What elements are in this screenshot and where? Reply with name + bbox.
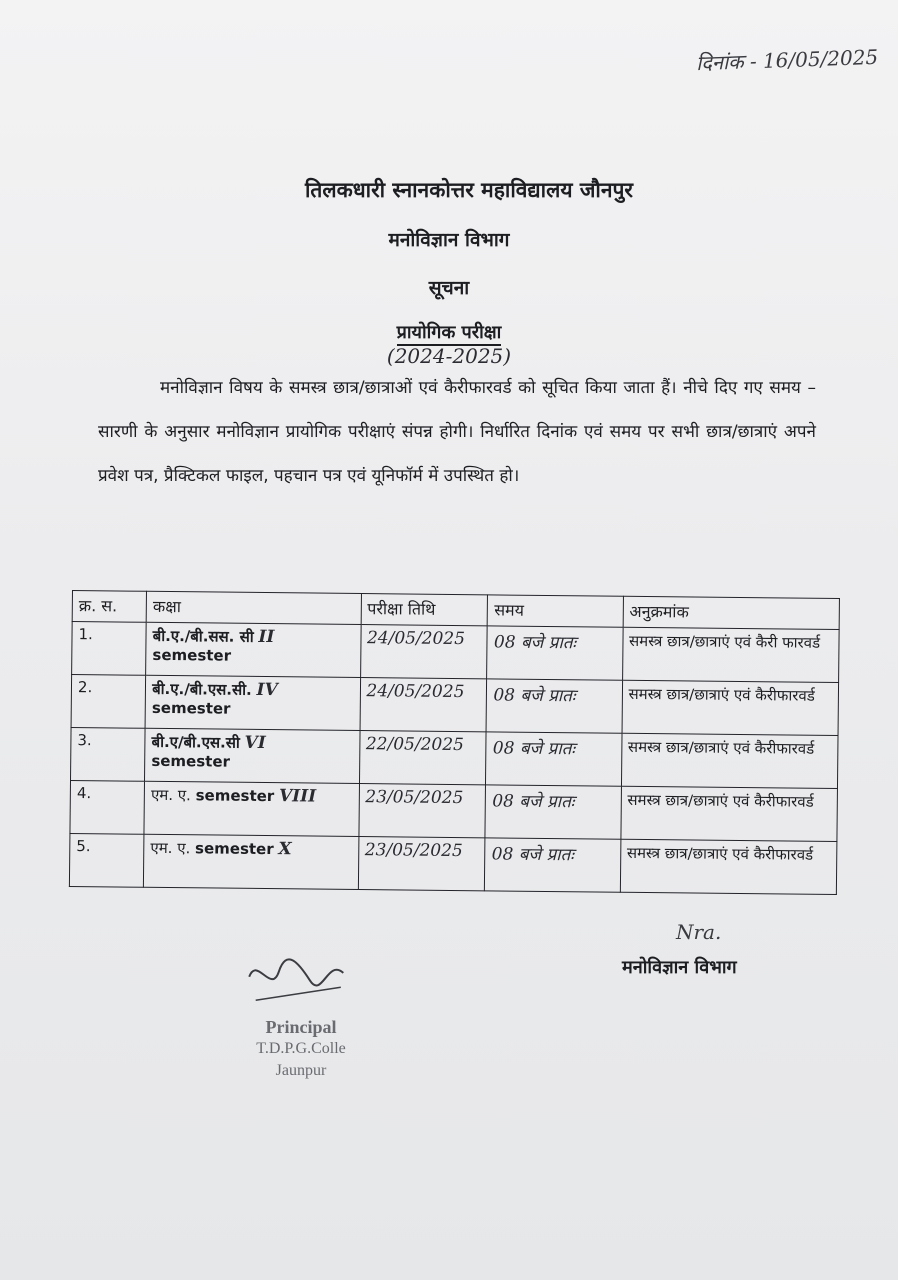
row-class [144, 834, 359, 889]
stamp-line-college: T.D.P.G.Colle [256, 1040, 346, 1057]
department-heading: मनोविज्ञान विभाग [388, 229, 510, 251]
row-class [146, 622, 361, 677]
semester-label: semester [195, 786, 275, 806]
row-date: 24/05/2025 [360, 678, 488, 732]
principal-signature-icon [237, 946, 353, 1017]
signature-department: मनोविज्ञान विभाग [622, 957, 737, 978]
class-name: एम. ए. [150, 785, 191, 805]
row-roll: समस्त्र छात्र/छात्राएं एवं कैरीफारवर्ड [621, 733, 838, 788]
row-date: 23/05/2025 [358, 837, 486, 891]
header-sn: क्र. स. [72, 591, 146, 623]
semester-label: semester [151, 698, 231, 718]
table-row [70, 780, 838, 841]
table-row [71, 675, 839, 736]
row-class [144, 781, 359, 836]
stamp-line-city: Jaunpur [275, 1062, 327, 1079]
semester-number: II [258, 626, 275, 648]
table-row [72, 622, 840, 683]
row-roll: समस्त्र छात्र/छात्राएं एवं कैरीफारवर्ड [620, 839, 837, 894]
notice-heading: सूचना [428, 277, 470, 299]
row-roll: समस्त्र छात्र/छात्राएं एवं कैरीफारवर्ड [621, 786, 838, 841]
notice-body-text: मनोविज्ञान विषय के समस्त्र छात्र/छात्राओं एवं कैरीफारवर्ड को सूचित किया जाता हैं। नीचे दिए गए समय – सारणी के अनुसार मनोविज्ञान प्रायोगिक परीक्षाएं संपन्न होगी। निर्धारित दिनांक एवं समय पर सभी छात्र/छात्राएं अपने प्रवेश पत्र, प्रैक्टिकल फाइल, पहचान पत्र एवं यूनिफॉर्म में उपस्थित हो। [98, 378, 816, 486]
row-time: 08 बजे प्रातः [487, 626, 623, 680]
semester-number: X [278, 839, 292, 860]
semester-label: semester [195, 839, 274, 859]
row-time: 08 बजे प्रातः [486, 732, 622, 786]
row-date: 23/05/2025 [358, 784, 486, 838]
signature-initials: Nra. [676, 920, 722, 944]
row-roll: समस्त्र छात्र/छात्राएं एवं कैरी फारवर्ड [622, 627, 839, 682]
header-roll: अनुक्रमांक [623, 596, 840, 629]
row-date: 22/05/2025 [359, 731, 487, 785]
class-name: एम. ए. [150, 838, 191, 858]
header-time: समय [488, 595, 623, 627]
class-name: बी.ए./बी.एस.सी. [152, 679, 252, 699]
principal-stamp [226, 1016, 376, 1082]
row-sn: 3. [71, 727, 146, 781]
notice-body [98, 366, 816, 498]
row-class [145, 728, 360, 783]
college-name: तिलकधारी स्नानकोत्तर महाविद्यालय जौनपुर [304, 178, 634, 202]
table-row [69, 833, 837, 894]
header-class: कक्षा [146, 591, 361, 624]
row-roll: समस्त्र छात्र/छात्राएं एवं कैरीफारवर्ड [622, 680, 839, 735]
table-row [71, 727, 839, 788]
row-time: 08 बजे प्रातः [485, 785, 621, 839]
row-sn: 5. [69, 833, 144, 887]
semester-number: IV [256, 679, 278, 701]
class-name: बी.ए./बी.सस. सी [152, 626, 254, 646]
header-date: परीक्षा तिथि [361, 594, 488, 626]
stamp-line-principal: Principal [265, 1017, 337, 1037]
row-time: 08 बजे प्रातः [485, 838, 621, 892]
row-date: 24/05/2025 [360, 625, 488, 679]
row-class [145, 675, 360, 730]
exam-title [0, 320, 898, 344]
row-time: 08 बजे प्रातः [487, 679, 623, 733]
exam-year: (2024-2025) [386, 344, 512, 368]
row-sn: 2. [71, 675, 146, 729]
class-name: बी.ए/बी.एस.सी [151, 732, 240, 752]
row-sn: 1. [72, 622, 147, 676]
semester-number: VI [244, 732, 266, 754]
schedule-table [69, 590, 840, 895]
semester-number: VIII [278, 786, 317, 807]
row-sn: 4. [70, 780, 145, 834]
exam-title-text: प्रायोगिक परीक्षा [397, 322, 502, 346]
date-line: दिनांक - 16/05/2025 [695, 44, 879, 76]
semester-label: semester [151, 751, 231, 771]
semester-label: semester [152, 645, 232, 665]
